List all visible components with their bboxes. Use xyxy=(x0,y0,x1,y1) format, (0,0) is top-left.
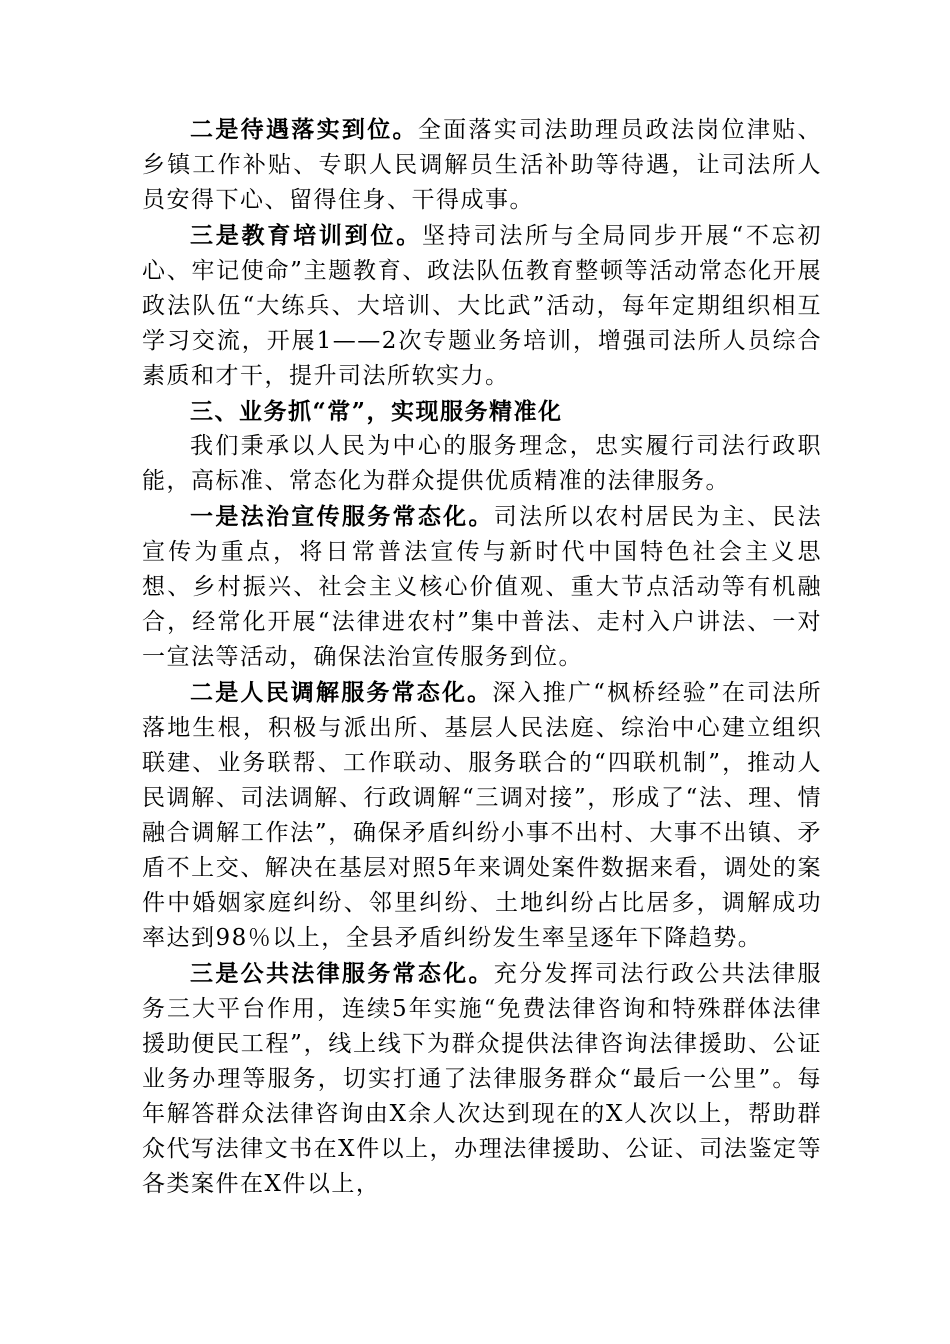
item-legal-publicity xyxy=(142,499,822,675)
paragraph-lead: 二是待遇落实到位。 xyxy=(190,116,418,143)
item-lead: 二是人民调解服务常态化。 xyxy=(190,679,493,706)
item-text: 深入推广“枫桥经验”在司法所落地生根，积极与派出所、基层人民法庭、综治中心建立组织联建、业务联帮、工作联动、服务联合的“四联机制”，推动人民调解、司法调解、行政调解“三调对接”，形成了“法、理、情融合调解工作法”，确保矛盾纠纷小事不出村、大事不出镇、矛盾不上交、解决在基层对照5年来调处案件数据来看，调处的案件中婚姻家庭纠纷、邻里纠纷、土地纠纷占比居多，调解成功率达到98％以上，全县矛盾纠纷发生率呈逐年下降趋势。 xyxy=(142,680,822,951)
section-intro: 我们秉承以人民为中心的服务理念，忠实履行司法行政职能，高标准、常态化为群众提供优质精准的法律服务。 xyxy=(142,433,822,494)
paragraph-text: 坚持司法所与全局同步开展“不忘初心、牢记使命”主题教育、政法队伍教育整顿等活动常态化开展政法队伍“大练兵、大培训、大比武”活动，每年定期组织相互学习交流，开展1——2次专题业务培训，增强司法所人员综合素质和才干，提升司法所软实力。 xyxy=(142,223,822,389)
paragraph-lead: 三是教育培训到位。 xyxy=(190,222,423,249)
item-lead: 一是法治宣传服务常态化。 xyxy=(190,503,494,530)
paragraph-training xyxy=(142,218,822,394)
document-body xyxy=(142,112,822,1202)
item-public-legal-service xyxy=(142,956,822,1202)
item-mediation xyxy=(142,675,822,956)
paragraph-treatment xyxy=(142,112,822,218)
item-text: 充分发挥司法行政公共法律服务三大平台作用，连续5年实施“免费法律咨询和特殊群体法律援助便民工程”，线上线下为群众提供法律咨询法律援助、公证业务办理等服务，切实打通了法律服务群众“最后一公里”。每年解答群众法律咨询由X余人次达到现在的X人次以上，帮助群众代写法律文书在X件以上，办理法律援助、公证、司法鉴定等各类案件在X件以上， xyxy=(142,961,822,1197)
section-heading: 三、业务抓“常”，实现服务精准化 xyxy=(190,398,563,425)
paragraph-text: 全面落实司法助理员政法岗位津贴、乡镇工作补贴、专职人民调解员生活补助等待遇，让司法所人员安得下心、留得住身、干得成事。 xyxy=(142,117,822,213)
item-lead: 三是公共法律服务常态化。 xyxy=(190,960,494,987)
item-text: 司法所以农村居民为主、民法宣传为重点，将日常普法宣传与新时代中国特色社会主义思想、乡村振兴、社会主义核心价值观、重大节点活动等有机融合，经常化开展“法律进农村”集中普法、走村入户讲法、一对一宣法等活动，确保法治宣传服务到位。 xyxy=(142,504,822,670)
